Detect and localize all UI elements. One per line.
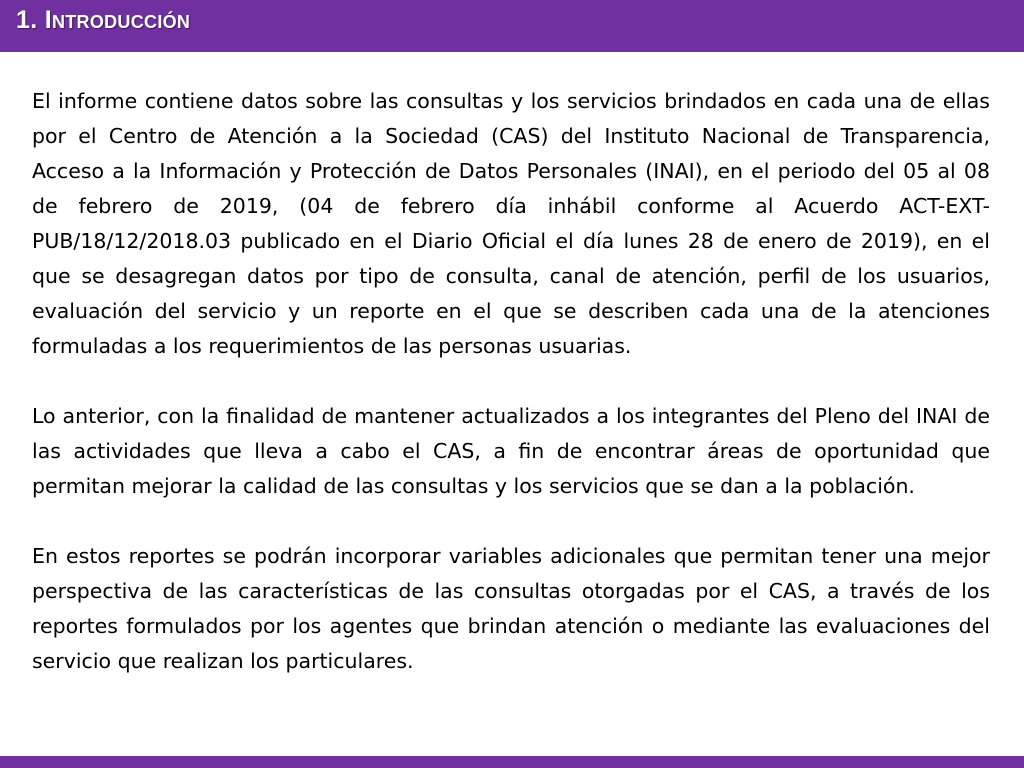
bottom-bar bbox=[0, 756, 1024, 768]
slide-body bbox=[32, 84, 990, 679]
slide-title: 1. Introducción bbox=[16, 6, 191, 34]
paragraph-purpose: Lo anterior, con la finalidad de mantener actualizados a los integrantes del Pleno del INAI de las actividades que lleva a cabo el CAS, a fin de encontrar áreas de oportunidad que permitan mejorar la calidad de las consultas y los servicios que se dan a la población. bbox=[32, 404, 990, 498]
paragraph-variables: En estos reportes se podrán incorporar variables adicionales que permitan tener una mejor perspectiva de las características de las consultas otorgadas por el CAS, a través de los reportes formulados por los agentes que brindan atención o mediante las evaluaciones del servicio que realizan los particulares. bbox=[32, 544, 990, 673]
paragraph-intro: El informe contiene datos sobre las consultas y los servicios brindados en cada una de ellas por el Centro de Atención a la Sociedad (CAS) del Instituto Nacional de Transparencia, Acceso a la Información y Protección de Datos Personales (INAI), en el periodo del 05 al 08 de febrero de 2019, (04 de febrero día inhábil conforme al Acuerdo ACT-EXT-PUB/18/12/2018.03 publicado en el Diario Oficial el día lunes 28 de enero de 2019), en el que se desagregan datos por tipo de consulta, canal de atención, perfil de los usuarios, evaluación del servicio y un reporte en el que se describen cada una de la atenciones formuladas a los requerimientos de las personas usuarias. bbox=[32, 89, 990, 358]
title-bar bbox=[0, 0, 1024, 52]
